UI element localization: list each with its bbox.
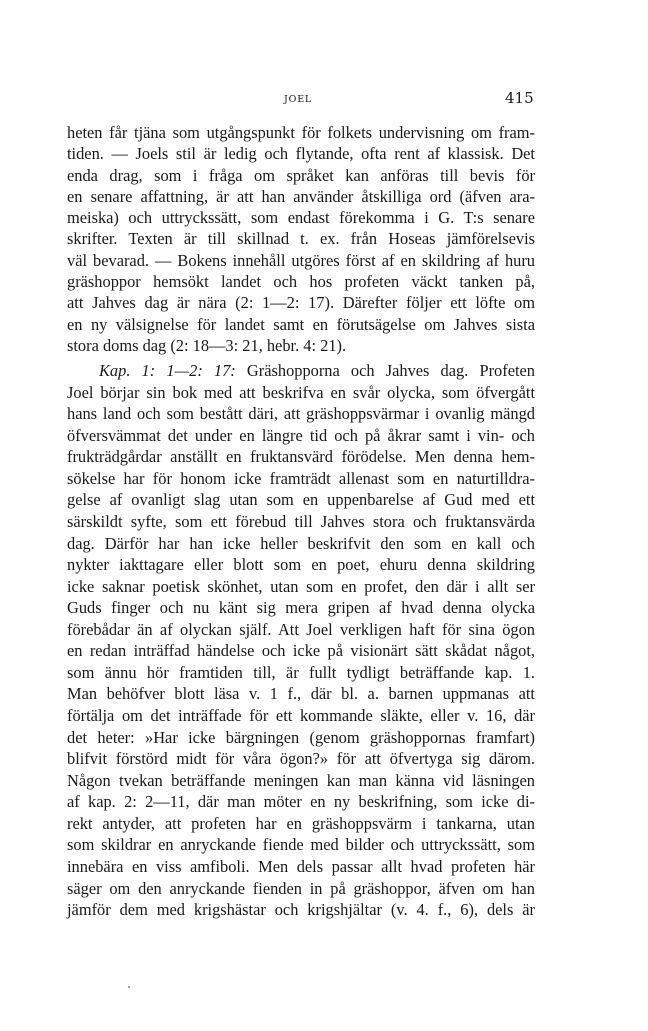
text-line: frukträdgårdar anställt en fruktansvärd förödelse. Men denna hem- — [67, 447, 535, 467]
text-line: sökelse har för honom icke framträdt allenast som en naturtilldra- — [67, 468, 535, 488]
text-line: dag. Därför har han icke heller beskrifvit den som en kall och — [67, 533, 535, 553]
text-line: som skildrar en anryckande fiende med bilder och uttryckssätt, som — [67, 835, 535, 855]
text-line: heten får tjäna som utgångspunkt för folkets undervisning om fram- — [67, 123, 535, 142]
text-line: enda drag, som i fråga om språket kan anföras till bevis för — [67, 165, 535, 185]
text-line: icke saknar poetisk skönhet, utan som en profet, den där i allt ser — [67, 576, 535, 596]
text-line: nykter iakttagare eller blott som en poet, ehuru denna skildring — [67, 555, 535, 575]
text-line: innebära en viss amfiboli. Men dels passar allt hvad profeten här — [67, 856, 535, 876]
text-line: Man behöfver blott läsa v. 1 f., där bl. a. barnen uppmanas att — [67, 684, 535, 704]
text-line: en senare affattning, är att han använder åtskilliga ord (äfven ara- — [67, 186, 535, 206]
text-line: Någon tvekan beträffande meningen kan man känna vid läsningen — [67, 770, 535, 790]
text-line: tiden. — Joels stil är ledig och flytande, ofta rent af klassisk. Det — [67, 144, 535, 164]
running-title: JOEL — [284, 94, 313, 105]
text-line: väl bevarad. — Bokens innehåll utgöres först af en skildring af huru — [67, 250, 535, 270]
text-line: en redan inträffad händelse och icke på visionärt sätt skådat något, — [67, 641, 535, 661]
text-line — [67, 360, 535, 382]
text-line: förtälja om det inträffade för ett kommande släkte, eller v. 16, där — [67, 706, 535, 725]
text-line: särskildt syfte, som ett förebud till Jahves stora och fruktansvärda — [67, 511, 535, 531]
text-line: säger om den anryckande fienden in på gräshoppor, äfven om han — [67, 878, 535, 898]
text-line: som ännu hör framtiden till, är fullt tydligt beträffande kap. 1. — [67, 662, 535, 682]
text-line: en ny välsignelse för landet samt en förutsägelse om Jahves sista — [67, 314, 535, 334]
chapter-reference: Kap. 1: 1—2: 17: — [99, 361, 236, 380]
text-line: gräshoppor hemsökt landet och hos profeten väckt tanken på, — [67, 272, 535, 292]
text-line: skrifter. Texten är till skillnad t. ex. från Hoseas jämförelsevis — [67, 229, 535, 249]
page-number: 415 — [505, 89, 534, 107]
text-line: hans land och som bestått däri, att gräshoppsvärmar i ovanlig mängd — [67, 404, 535, 424]
text-line: Joel börjar sin bok med att beskrifva en svår olycka, som öfvergått — [67, 382, 535, 402]
text-line: öfversvämmat det under en längre tid och på åkrar samt i vin- och — [67, 425, 535, 445]
running-header — [0, 89, 648, 112]
text-line: förebådar än af olyckan själf. Att Joel verkligen haft för sina ögon — [67, 619, 535, 639]
text-line: blifvit förstörd midt för våra ögon?» för att öfvertyga sig därom. — [67, 749, 535, 769]
text-line: att Jahves dag är nära (2: 1—2: 17). Därefter följer ett löfte om — [67, 293, 535, 313]
text-line: meiska) och uttryckssätt, som endast förekomma i G. T:s senare — [67, 208, 535, 228]
section-heading-text: Gräshopporna och Jahves dag. Profeten — [246, 361, 535, 380]
text-line: det heter: »Har icke bärgningen (genom gräshoppornas framfart) — [67, 727, 535, 747]
scan-speck — [128, 986, 130, 988]
text-line: gelse af ovanligt slag utan som en uppenbarelse af Gud med ett — [67, 490, 535, 510]
paragraph-1 — [67, 122, 535, 356]
text-line: af kap. 2: 2—11, där man möter en ny beskrifning, som icke di- — [67, 792, 535, 812]
paragraph-2 — [67, 360, 535, 921]
text-line: jämför dem med krigshästar och krigshjältar (v. 4. f., 6), dels är — [67, 900, 535, 920]
text-line: Guds finger och nu känt sig mera gripen af hvad denna olycka — [67, 598, 535, 618]
text-line: rekt antyder, att profeten har en gräshoppsvärm i tankarna, utan — [67, 813, 535, 833]
text-line: stora doms dag (2: 18—3: 21, hebr. 4: 21). — [67, 335, 347, 355]
